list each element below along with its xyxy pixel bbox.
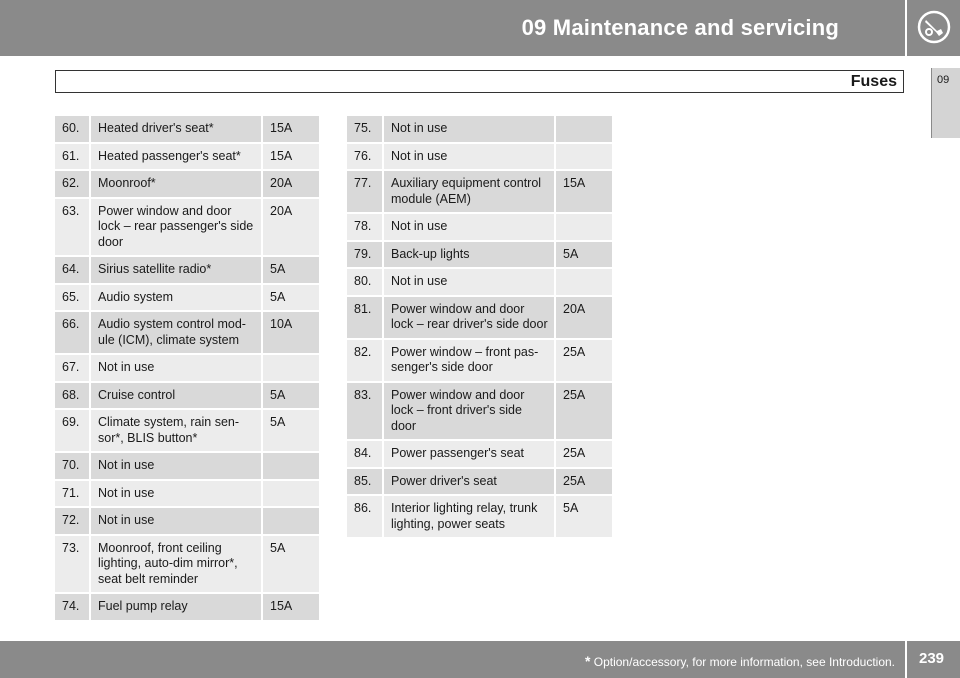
table-row — [55, 410, 319, 453]
fuse-amperage: 20A — [556, 297, 612, 340]
table-row — [347, 340, 612, 383]
fuse-number: 60. — [55, 116, 91, 144]
fuse-amperage — [263, 508, 319, 536]
fuse-description: Not in use — [91, 481, 263, 509]
fuse-number: 84. — [347, 441, 384, 469]
fuse-amperage — [556, 269, 612, 297]
fuse-number: 82. — [347, 340, 384, 383]
fuse-description: Not in use — [91, 355, 263, 383]
fuse-number: 78. — [347, 214, 384, 242]
fuse-description: Heated driver's seat* — [91, 116, 263, 144]
table-row — [55, 171, 319, 199]
fuse-amperage — [556, 116, 612, 144]
fuse-amperage: 5A — [263, 410, 319, 453]
fuse-description: Power window – front pas-senger's side door — [384, 340, 556, 383]
fuse-amperage: 25A — [556, 469, 612, 497]
table-row — [347, 469, 612, 497]
section-header-bar — [55, 70, 904, 93]
fuse-description: Sirius satellite radio* — [91, 257, 263, 285]
fuse-amperage: 15A — [263, 144, 319, 172]
fuse-amperage: 5A — [263, 285, 319, 313]
table-row — [55, 116, 319, 144]
table-row — [347, 171, 612, 214]
table-row — [55, 508, 319, 536]
fuse-number: 80. — [347, 269, 384, 297]
fuse-number: 86. — [347, 496, 384, 539]
table-row — [55, 481, 319, 509]
fuse-amperage: 25A — [556, 383, 612, 442]
fuse-number: 62. — [55, 171, 91, 199]
fuse-number: 63. — [55, 199, 91, 258]
fuse-description: Not in use — [91, 508, 263, 536]
footnote — [585, 653, 895, 669]
fuse-amperage: 5A — [263, 536, 319, 595]
fuse-description: Climate system, rain sen-sor*, BLIS button* — [91, 410, 263, 453]
fuse-number: 73. — [55, 536, 91, 595]
fuse-amperage: 10A — [263, 312, 319, 355]
fuse-number: 69. — [55, 410, 91, 453]
fuse-description: Not in use — [384, 144, 556, 172]
fuse-description: Fuel pump relay — [91, 594, 263, 622]
table-row — [347, 297, 612, 340]
fuse-description: Audio system — [91, 285, 263, 313]
fuse-description: Moonroof* — [91, 171, 263, 199]
fuse-number: 64. — [55, 257, 91, 285]
fuse-description: Power window and door lock – rear driver's side door — [384, 297, 556, 340]
fuse-description: Interior lighting relay, trunk lighting, power seats — [384, 496, 556, 539]
fuse-amperage: 15A — [263, 594, 319, 622]
page-footer — [0, 641, 905, 678]
fuse-description: Power window and door lock – rear passenger's side door — [91, 199, 263, 258]
table-row — [347, 242, 612, 270]
fuse-description: Heated passenger's seat* — [91, 144, 263, 172]
fuse-description: Not in use — [384, 116, 556, 144]
fuse-amperage: 5A — [263, 257, 319, 285]
fuse-description: Power driver's seat — [384, 469, 556, 497]
fuse-number: 85. — [347, 469, 384, 497]
table-row — [55, 199, 319, 258]
fuse-amperage: 20A — [263, 199, 319, 258]
chapter-title: 09 Maintenance and servicing — [521, 15, 839, 40]
fuse-description: Power passenger's seat — [384, 441, 556, 469]
fuse-number: 83. — [347, 383, 384, 442]
page-number-box — [905, 641, 960, 678]
table-row — [347, 144, 612, 172]
fuse-amperage — [263, 355, 319, 383]
fuse-table-left — [55, 116, 319, 622]
fuse-number: 66. — [55, 312, 91, 355]
fuse-number: 72. — [55, 508, 91, 536]
fuse-description: Power window and door lock – front driver's side door — [384, 383, 556, 442]
fuse-number: 74. — [55, 594, 91, 622]
wrench-gear-icon — [917, 10, 951, 44]
table-row — [55, 144, 319, 172]
table-row — [347, 214, 612, 242]
footnote-text: Option/accessory, for more information, see Introduction. — [593, 655, 895, 669]
fuse-number: 75. — [347, 116, 384, 144]
fuse-amperage: 15A — [263, 116, 319, 144]
table-row — [347, 383, 612, 442]
fuse-number: 71. — [55, 481, 91, 509]
table-row — [55, 453, 319, 481]
footnote-asterisk: * — [584, 653, 591, 669]
fuse-number: 76. — [347, 144, 384, 172]
section-title: Fuses — [850, 73, 897, 90]
table-row — [55, 312, 319, 355]
table-row — [55, 536, 319, 595]
table-row — [55, 285, 319, 313]
table-row — [347, 116, 612, 144]
chapter-icon-box — [905, 0, 960, 56]
fuse-description: Auxiliary equipment control module (AEM) — [384, 171, 556, 214]
fuse-amperage: 25A — [556, 441, 612, 469]
fuse-amperage: 5A — [556, 242, 612, 270]
fuse-amperage: 5A — [556, 496, 612, 539]
table-row — [347, 441, 612, 469]
fuse-amperage — [556, 144, 612, 172]
fuse-amperage: 15A — [556, 171, 612, 214]
fuse-amperage — [263, 481, 319, 509]
chapter-tab[interactable] — [931, 68, 960, 138]
page-header — [0, 0, 905, 56]
table-row — [347, 496, 612, 539]
fuse-amperage: 5A — [263, 383, 319, 411]
fuse-description: Not in use — [384, 214, 556, 242]
page-number: 239 — [919, 650, 945, 667]
fuse-number: 67. — [55, 355, 91, 383]
table-row — [55, 383, 319, 411]
fuse-amperage: 25A — [556, 340, 612, 383]
table-row — [55, 257, 319, 285]
fuse-number: 70. — [55, 453, 91, 481]
fuse-number: 65. — [55, 285, 91, 313]
fuse-number: 68. — [55, 383, 91, 411]
fuse-description: Back-up lights — [384, 242, 556, 270]
fuse-description: Not in use — [384, 269, 556, 297]
fuse-amperage — [263, 453, 319, 481]
fuse-amperage — [556, 214, 612, 242]
fuse-number: 77. — [347, 171, 384, 214]
fuse-number: 79. — [347, 242, 384, 270]
table-row — [347, 269, 612, 297]
fuse-number: 81. — [347, 297, 384, 340]
fuse-description: Cruise control — [91, 383, 263, 411]
fuse-description: Not in use — [91, 453, 263, 481]
fuse-table-right — [347, 116, 612, 539]
fuse-number: 61. — [55, 144, 91, 172]
table-row — [55, 355, 319, 383]
chapter-tab-label: 09 — [937, 74, 950, 86]
fuse-description: Moonroof, front ceiling lighting, auto-dim mirror*, seat belt reminder — [91, 536, 263, 595]
fuse-description: Audio system control mod-ule (ICM), climate system — [91, 312, 263, 355]
table-row — [55, 594, 319, 622]
fuse-amperage: 20A — [263, 171, 319, 199]
